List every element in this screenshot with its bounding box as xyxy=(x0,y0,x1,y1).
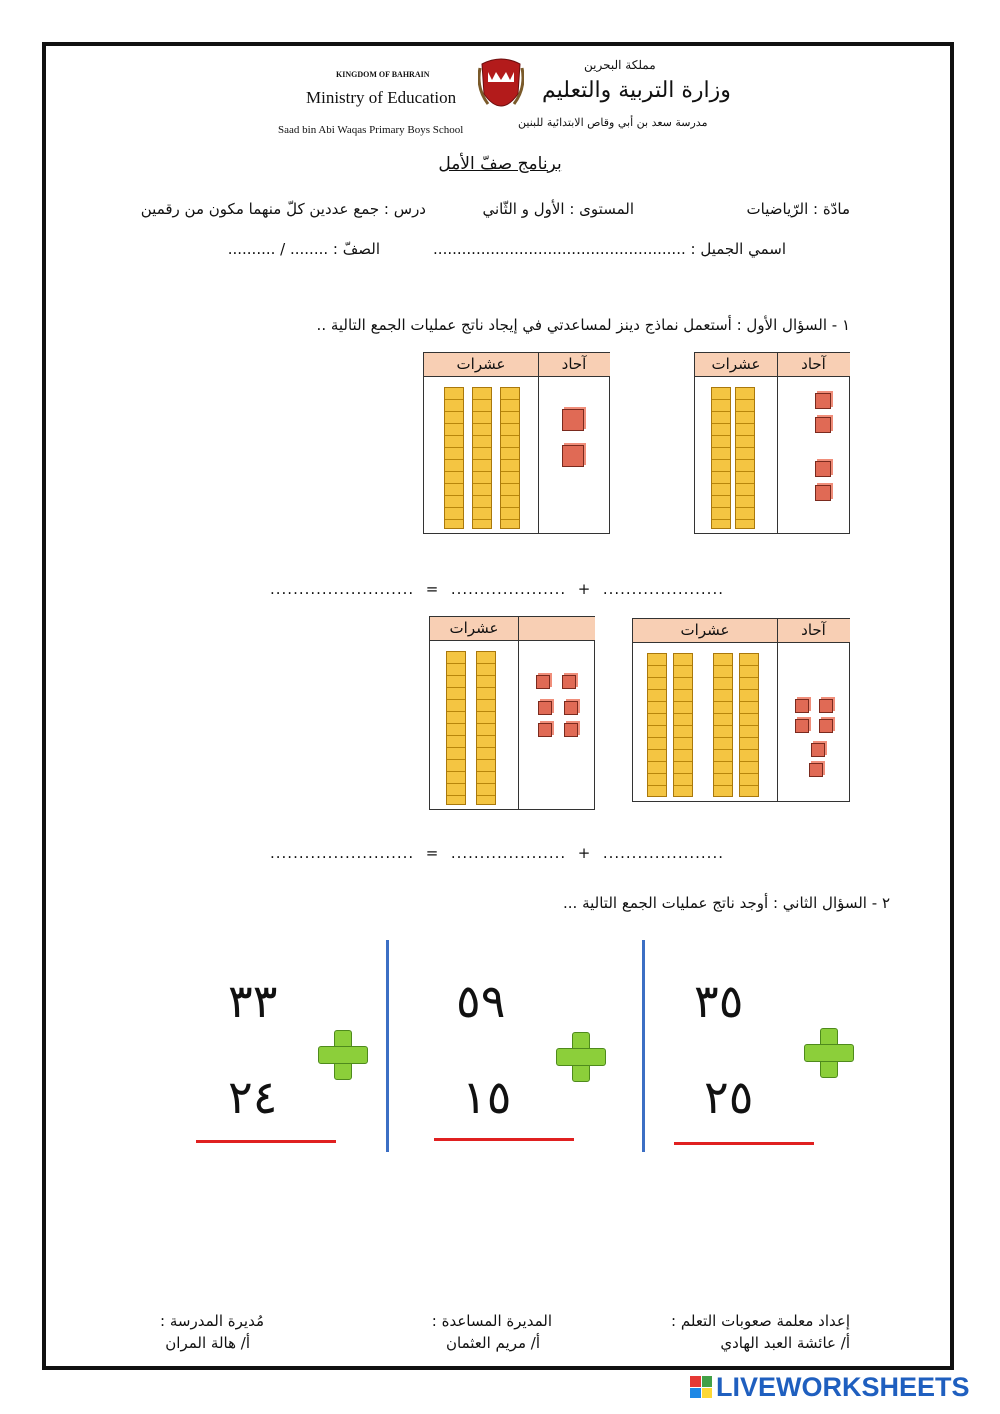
plus-icon xyxy=(556,1032,604,1080)
equation-row-1[interactable]: ......................... = .................... + ..................... xyxy=(270,580,724,598)
tens-rod xyxy=(673,653,693,797)
ministry-ar: وزارة التربية والتعليم xyxy=(542,78,731,103)
assistant-title: المديرة المساعدة : xyxy=(431,1312,552,1330)
ones-cube xyxy=(538,701,552,715)
column-divider xyxy=(642,940,645,1152)
tens-header: عشرات xyxy=(424,353,538,377)
answer-line[interactable] xyxy=(674,1142,814,1145)
principal-name: أ/ هالة المران xyxy=(165,1334,250,1352)
tens-rod xyxy=(446,651,466,805)
column-divider xyxy=(386,940,389,1152)
tens-rod xyxy=(647,653,667,797)
ones-cube xyxy=(811,743,825,757)
tens-rod xyxy=(739,653,759,797)
tens-header: عشرات xyxy=(430,617,518,641)
problem-3-bottom: ٢٤ xyxy=(228,1070,278,1124)
ones-cube xyxy=(562,409,584,431)
assistant-name: أ/ مريم العثمان xyxy=(446,1334,540,1352)
tens-rod xyxy=(500,387,520,529)
ones-header-empty xyxy=(518,617,595,641)
equation-row-2[interactable]: ......................... = .................... + ..................... xyxy=(270,844,724,862)
answer-line[interactable] xyxy=(434,1138,574,1141)
ones-cube xyxy=(815,417,831,433)
ones-cube xyxy=(536,675,550,689)
kingdom-ar: مملكة البحرين xyxy=(584,58,656,72)
bahrain-emblem-logo xyxy=(478,58,524,118)
question-1-prompt: ١ - السؤال الأول : أستعمل نماذج دينز لمساعدتي في إيجاد ناتج عمليات الجمع التالية .. xyxy=(316,316,850,334)
ones-cube xyxy=(538,723,552,737)
dienes-table-d xyxy=(429,616,595,810)
principal-title: مُديرة المدرسة : xyxy=(160,1312,264,1330)
liveworksheets-logo xyxy=(690,1376,712,1398)
question-2-prompt: ٢ - السؤال الثاني : أوجد ناتج عمليات الجمع التالية ... xyxy=(563,894,890,912)
problem-1-top: ٣٥ xyxy=(694,974,744,1028)
page-title: برنامج صفّ الأمل xyxy=(438,154,562,174)
ones-cube xyxy=(819,719,833,733)
kingdom-en: KINGDOM OF BAHRAIN xyxy=(336,70,430,79)
ones-cube xyxy=(815,485,831,501)
tens-rod xyxy=(711,387,731,529)
answer-line[interactable] xyxy=(196,1140,336,1143)
liveworksheets-watermark: LIVEWORKSHEETS xyxy=(716,1372,970,1402)
ones-cube xyxy=(564,701,578,715)
prepared-by-name: أ/ عائشة العبد الهادي xyxy=(720,1334,850,1352)
tens-rod xyxy=(472,387,492,529)
problem-1-bottom: ٢٥ xyxy=(704,1070,754,1124)
ones-cube xyxy=(795,699,809,713)
problem-2-bottom: ١٥ xyxy=(462,1070,512,1124)
lesson-label: درس : جمع عددين كلّ منهما مكون من رقمين xyxy=(140,200,426,218)
subject-label: مادّة : الرّياضيات xyxy=(746,200,850,218)
plus-icon xyxy=(318,1030,366,1078)
ones-cube xyxy=(562,675,576,689)
ones-cube xyxy=(562,445,584,467)
tens-header: عشرات xyxy=(695,353,777,377)
ones-header: آحاد xyxy=(538,353,610,377)
tens-rod xyxy=(476,651,496,805)
school-en: Saad bin Abi Waqas Primary Boys School xyxy=(278,124,464,136)
ones-cube xyxy=(815,461,831,477)
tens-rod xyxy=(713,653,733,797)
ones-header: آحاد xyxy=(777,353,850,377)
problem-3-top: ٣٣ xyxy=(228,974,278,1028)
student-name-field[interactable]: اسمي الجميل : ..................................................... xyxy=(433,240,786,258)
tens-rod xyxy=(735,387,755,529)
ones-header: آحاد xyxy=(777,619,850,643)
ones-cube xyxy=(819,699,833,713)
prepared-by-title: إعداد معلمة صعوبات التعلم : xyxy=(671,1312,850,1330)
dienes-table-c xyxy=(632,618,850,802)
ministry-en: Ministry of Education xyxy=(306,88,457,107)
tens-header: عشرات xyxy=(633,619,777,643)
ones-cube xyxy=(795,719,809,733)
dienes-table-a xyxy=(694,352,850,534)
plus-icon xyxy=(804,1028,852,1076)
ones-cube xyxy=(564,723,578,737)
dienes-table-b xyxy=(423,352,610,534)
school-ar: مدرسة سعد بن أبي وقاص الابتدائية للبنين xyxy=(518,116,708,129)
problem-2-top: ٥٩ xyxy=(456,974,506,1028)
tens-rod xyxy=(444,387,464,529)
class-field[interactable]: الصفّ : ........ / .......... xyxy=(227,240,380,258)
ones-cube xyxy=(809,763,823,777)
level-label: المستوى : الأول و الثّاني xyxy=(482,200,634,218)
ones-cube xyxy=(815,393,831,409)
